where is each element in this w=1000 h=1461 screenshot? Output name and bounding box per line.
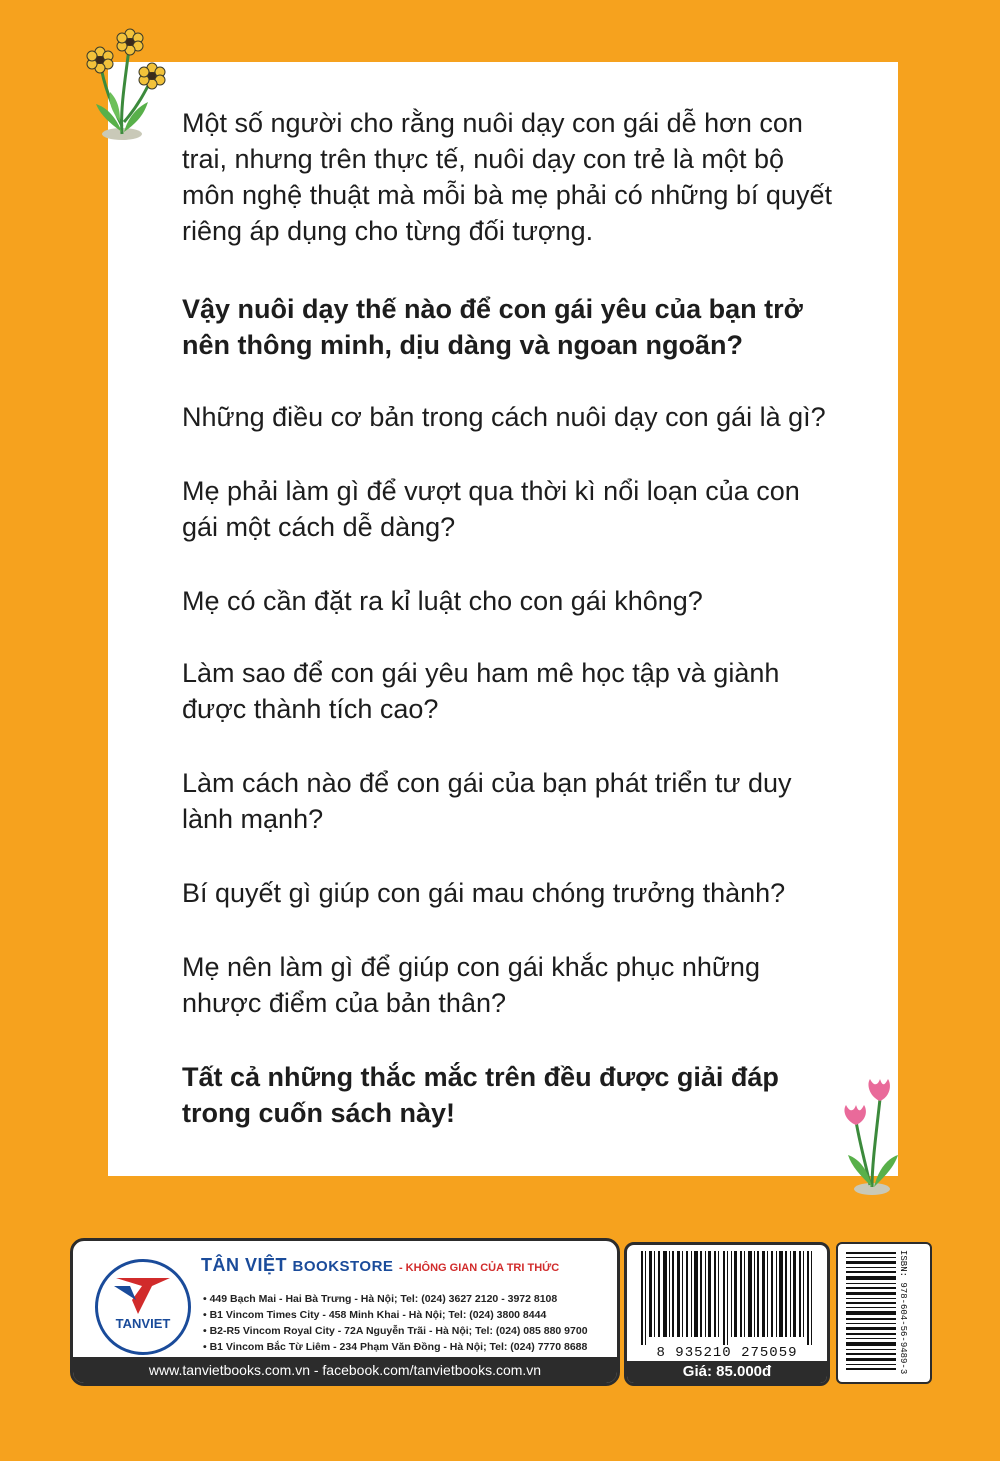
isbn-box <box>836 1242 932 1384</box>
paragraph-question: Bí quyết gì giúp con gái mau chóng trưởng thành? <box>182 878 786 908</box>
price-label: Giá: 85.000đ <box>627 1361 827 1383</box>
isbn-barcode-icon <box>846 1250 896 1376</box>
store-title <box>201 1255 559 1276</box>
barcode-box <box>624 1242 830 1386</box>
paragraph-conclusion: Tất cả những thắc mắc trên đều được giải đáp trong cuốn sách này! <box>182 1062 779 1128</box>
paragraph-question: Mẹ phải làm gì để vượt qua thời kì nổi loạn của con gái một cách dễ dàng? <box>182 476 800 542</box>
barcode-number: 8 935210 275059 <box>656 1345 798 1361</box>
paragraph-question: Làm cách nào để con gái của bạn phát triển tư duy lành mạnh? <box>182 768 792 834</box>
paragraph-question: Mẹ nên làm gì để giúp con gái khắc phục những nhược điểm của bản thân? <box>182 952 760 1018</box>
tulip-decoration-icon <box>836 1075 906 1200</box>
paragraph-question-bold: Vậy nuôi dạy thế nào để con gái yêu của bạn trở nên thông minh, dịu dàng và ngoan ngoãn? <box>182 294 803 360</box>
flower-decoration-icon <box>82 26 172 146</box>
address-line: • B1 Vincom Times City - 458 Minh Khai - Hà Nội; Tel: (024) 3800 8444 <box>203 1309 547 1321</box>
store-tagline: - KHÔNG GIAN CỦA TRI THỨC <box>398 1262 560 1274</box>
store-bookstore: BOOKSTORE <box>292 1258 394 1275</box>
address-line: • B2-R5 Vincom Royal City - 72A Nguyễn Trãi - Hà Nội; Tel: (024) 085 880 9700 <box>203 1325 588 1337</box>
address-line: • B1 Vincom Bắc Từ Liêm - 234 Phạm Văn Đồng - Hà Nội; Tel: (024) 7770 8688 <box>203 1341 588 1353</box>
publisher-website: www.tanvietbooks.com.vn - facebook.com/tanvietbooks.com.vn <box>73 1357 617 1383</box>
paragraph-question: Những điều cơ bản trong cách nuôi dạy con gái là gì? <box>182 402 826 432</box>
paragraph-intro: Một số người cho rằng nuôi dạy con gái dễ hơn con trai, nhưng trên thực tế, nuôi dạy con trẻ là một bộ môn nghệ thuật mà mỗi bà mẹ phải có những bí quyết riêng áp dụng cho từng đối tượng. <box>182 108 832 246</box>
publisher-info-box <box>70 1238 620 1386</box>
paragraph-question: Làm sao để con gái yêu ham mê học tập và giành được thành tích cao? <box>182 658 780 724</box>
isbn-number: ISBN: 978-604-56-9489-3 <box>898 1250 908 1375</box>
paragraph-question: Mẹ có cần đặt ra kỉ luật cho con gái không? <box>182 586 703 616</box>
logo-text: TANVIET <box>115 1316 171 1331</box>
barcode-icon <box>635 1251 819 1345</box>
store-name: TÂN VIỆT <box>201 1255 288 1275</box>
tanviet-logo <box>95 1259 191 1355</box>
address-line: • 449 Bạch Mai - Hai Bà Trưng - Hà Nội; Tel: (024) 3627 2120 - 3972 8108 <box>203 1293 558 1305</box>
tanviet-v-icon <box>112 1274 174 1318</box>
